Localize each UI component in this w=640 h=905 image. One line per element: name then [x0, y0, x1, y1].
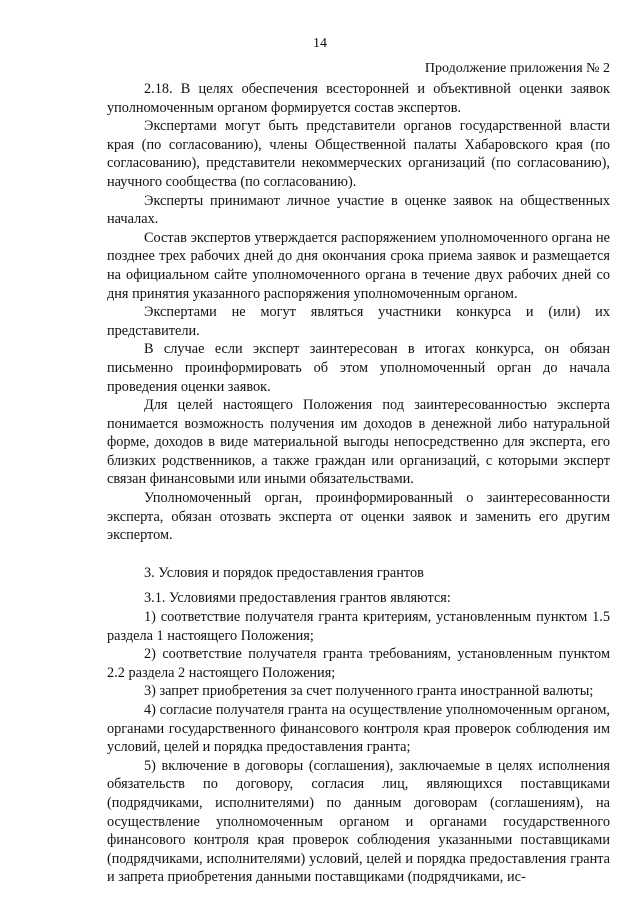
- paragraph-2-18: 2.18. В целях обеспечения всесторонней и объективной оценки заявок уполномоченным органом формируется состав экспертов.: [107, 81, 610, 116]
- paragraph-interest-definition: Для целей настоящего Положения под заинтересованностью эксперта понимается возможность получения им доходов в денежной либо натуральной форме, доходов в виде материальной выгоды непосредственно для эксперта, его близких родственников, а также граждан или организаций, с которыми эксперт связан финансовыми или иными обязательствами.: [107, 397, 610, 488]
- section-3-title: 3. Условия и порядок предоставления грантов: [144, 564, 424, 581]
- condition-item-4: 4) согласие получателя гранта на осуществление уполномоченным органом, органами государственного финансового контроля края проверок соблюдения им условий, целей и порядка предоставления гранта;: [107, 702, 610, 756]
- paragraph-experts-composition: Экспертами могут быть представители органов государственной власти края (по согласованию), члены Общественной палаты Хабаровского края (по согласованию), представители некоммерческих организаций (по согласованию), научного сообщества (по согласованию).: [107, 118, 610, 190]
- paragraph-experts-approval: Состав экспертов утверждается распоряжением уполномоченного органа не позднее трех рабочих дней до дня окончания срока приема заявок и размещается на официальном сайте уполномоченного органа в течение двух рабочих дней со дня принятия указанного распоряжения уполномоченным органом.: [107, 229, 610, 302]
- paragraph-experts-conflict: В случае если эксперт заинтересован в итогах конкурса, он обязан письменно проинформировать об этом уполномоченный орган до начала проведения оценки заявок.: [107, 341, 610, 395]
- page-number: 14: [313, 36, 327, 51]
- appendix-continuation-note: Продолжение приложения № 2: [424, 61, 610, 76]
- paragraph-experts-voluntary: Эксперты принимают личное участие в оценке заявок на общественных началах.: [107, 192, 610, 228]
- paragraph-3-1: 3.1. Условиями предоставления грантов являются:: [144, 590, 451, 607]
- paragraph-experts-restriction: Экспертами не могут являться участники конкурса и (или) их представители.: [107, 304, 610, 339]
- condition-item-5: 5) включение в договоры (соглашения), заключаемые в целях исполнения обязательств по договору, согласия лиц, являющихся поставщиками (подрядчиками, исполнителями) по данным договорам (соглашениям), на осуществление уполномоченным органом и органами государственного финансового контроля края проверок соблюдения указанными поставщиками (подрядчиками, исполнителями) условий, целей и порядка предоставления гранта и запрета приобретения данными поставщиками (подрядчиками, ис-: [107, 757, 610, 886]
- document-body: [107, 80, 610, 887]
- condition-item-1: 1) соответствие получателя гранта критериям, установленным пунктом 1.5 раздела 1 настоящего Положения;: [107, 609, 610, 644]
- condition-item-2: 2) соответствие получателя гранта требованиям, установленным пунктом 2.2 раздела 2 настоящего Положения;: [107, 646, 610, 681]
- condition-item-3: 3) запрет приобретения за счет полученного гранта иностранной валюты;: [144, 683, 594, 700]
- paragraph-expert-withdrawal: Уполномоченный орган, проинформированный о заинтересованности эксперта, обязан отозвать эксперта от оценки заявок и заменить его другим экспертом.: [107, 490, 610, 544]
